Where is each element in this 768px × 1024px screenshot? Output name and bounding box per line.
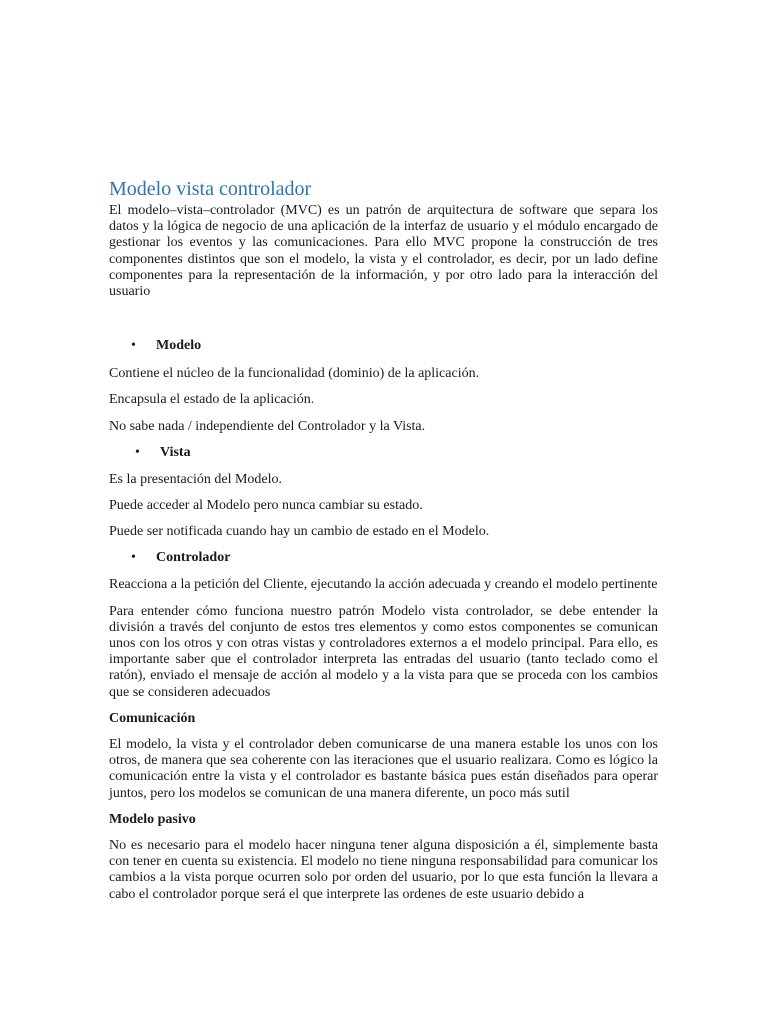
document-title: Modelo vista controlador — [109, 178, 312, 200]
bullet-label: Controlador — [156, 550, 231, 566]
intro-paragraph: El modelo–vista–controlador (MVC) es un patrón de arquitectura de software que separa los datos y la lógica de negocio de una aplicación de la interfaz de usuario y el módulo encargado de gestionar los eventos y las comunicaciones. Para ello MVC propone la construcción de tres componentes distintos que son el modelo, la vista y el controlador, es decir, por un lado define componentes para la representación de la información, y por otro lado para la interacción del usuario — [109, 203, 658, 300]
modelo-pasivo-text: No es necesario para el modelo hacer ninguna tener alguna disposición a él, simplemente basta con tener en cuenta su existencia. El modelo no tiene ninguna responsabilidad para comunicar los cambios a la vista porque ocurren solo por orden del usuario, por lo que esta función la llevara a cabo el controlador porque será el que interprete las ordenes de este usuario debido a — [109, 838, 658, 902]
bullet-dot-icon — [109, 445, 160, 461]
comunicacion-text: El modelo, la vista y el controlador deben comunicarse de una manera estable los unos con los otros, de manera que sea coherente con las iteraciones que el usuario realizara. Como es lógico la comunicación entre la vista y el controlador es bastante básica pues están diseñados para operar juntos, pero los modelos se comunican de una manera diferente, un poco más sutil — [109, 737, 658, 801]
vista-line-3: Puede ser notificada cuando hay un cambio de estado en el Modelo. — [109, 524, 490, 540]
controlador-text: Reacciona a la petición del Cliente, ejecutando la acción adecuada y creando el modelo pertinente — [109, 577, 658, 593]
heading-comunicacion: Comunicación — [109, 710, 196, 726]
bullet-dot-icon — [109, 338, 156, 354]
bullet-dot-icon — [109, 550, 156, 566]
modelo-line-2: Encapsula el estado de la aplicación. — [109, 392, 315, 408]
modelo-line-1: Contiene el núcleo de la funcionalidad (dominio) de la aplicación. — [109, 366, 480, 382]
bullet-modelo — [109, 338, 658, 354]
paragraph-2: Para entender cómo funciona nuestro patrón Modelo vista controlador, se debe entender la división a través del conjunto de estos tres elementos y como estos componentes se comunican unos con los otros y con otras vistas y controladores externos a el modelo principal. Para ello, es importante saber que el controlador interpreta las entradas del usuario (tanto teclado como el ratón), enviado el mensaje de acción al modelo y a la vista para que se proceda con los cambios que se consideren adecuados — [109, 603, 658, 700]
heading-modelo-pasivo: Modelo pasivo — [109, 811, 196, 827]
bullet-label: Modelo — [156, 338, 202, 354]
bullet-controlador — [109, 550, 658, 566]
modelo-line-3: No sabe nada / independiente del Controlador y la Vista. — [109, 418, 426, 434]
vista-line-1: Es la presentación del Modelo. — [109, 471, 283, 487]
document-body — [109, 176, 658, 903]
bullet-vista — [109, 445, 658, 461]
vista-line-2: Puede acceder al Modelo pero nunca cambiar su estado. — [109, 498, 423, 514]
bullet-label: Vista — [160, 444, 191, 460]
